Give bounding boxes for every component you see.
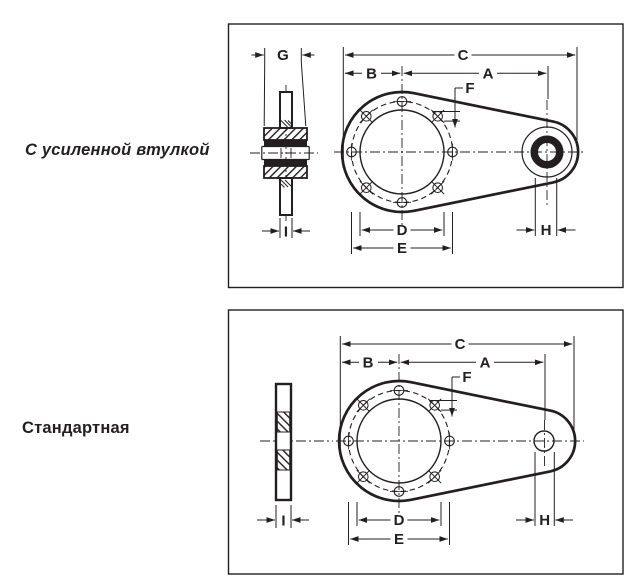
dim-label-i: I (283, 223, 289, 241)
dim-label-i: I (281, 512, 286, 530)
side-view-reinforced (250, 48, 318, 238)
outer-sleeve-hatch-bottom (264, 166, 307, 178)
dim-label-a: A (482, 65, 494, 83)
lower-stem-section (280, 178, 292, 215)
rubber-band-bottom (264, 160, 307, 167)
plate-section (276, 384, 291, 500)
side-view-standard (257, 384, 333, 528)
dim-a (401, 354, 545, 420)
dim-label-e: E (393, 531, 405, 548)
dim-c (340, 336, 574, 457)
dim-label-c: C (454, 336, 466, 353)
dim-label-a: A (479, 354, 491, 372)
rubber-band-top (264, 140, 307, 147)
dim-label-e: E (396, 240, 408, 257)
dim-label-c: C (457, 47, 469, 64)
dim-a (404, 66, 548, 99)
caption-standard: Стандартная (22, 419, 130, 437)
caption-reinforced-bushing: С усиленной втулкой (25, 141, 210, 159)
dim-c (343, 47, 577, 168)
plate-hatch-bottom (277, 450, 289, 470)
dim-label-b: B (366, 65, 377, 83)
dim-label-h: H (539, 512, 551, 529)
dim-label-b: B (362, 354, 374, 372)
dim-label-d: D (393, 512, 405, 529)
dim-label-f: F (465, 80, 475, 97)
outer-sleeve-hatch-top (264, 128, 307, 140)
dim-label-f: F (462, 369, 472, 386)
dim-label-h: H (540, 222, 552, 239)
plate-hatch-top (277, 412, 289, 432)
dim-label-d: D (396, 222, 408, 239)
dim-label-g: G (277, 47, 289, 64)
